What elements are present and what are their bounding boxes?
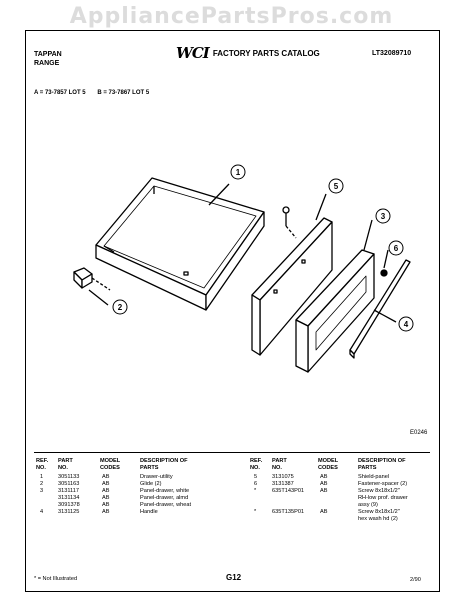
cell-desc: Glide (2) — [140, 481, 162, 487]
watermark: AppliancePartsPros.com — [69, 4, 394, 29]
svg-text:6: 6 — [393, 244, 399, 253]
cell-part: 3131117 — [58, 488, 79, 494]
cell-ref: 6 — [254, 481, 258, 487]
cell-part: 3051163 — [58, 481, 80, 487]
wci-logo: WCI — [176, 44, 209, 62]
callout-4 — [399, 317, 413, 331]
glide-part — [74, 268, 110, 290]
svg-text:4: 4 — [403, 320, 409, 329]
cell-desc: RH-low prof. drawer — [358, 495, 408, 501]
cell-part: 3131134 — [58, 495, 80, 501]
cell-desc: Screw 8x18x1/2" — [358, 509, 400, 515]
cell-model: AB — [320, 474, 328, 480]
cell-model: AB — [102, 481, 110, 487]
catalog-number: LT32089710 — [372, 50, 412, 57]
parts-table-left — [34, 458, 234, 558]
lot-a: A = 73-7857 LOT 5 — [34, 90, 86, 96]
cell-desc: Drawer-utility — [140, 474, 173, 480]
table-top-rule — [34, 452, 430, 453]
cell-desc: Panel-drawer, wheat — [140, 502, 191, 508]
drawer-part — [96, 178, 264, 310]
cell-desc: Panel-drawer, white — [140, 488, 190, 494]
cell-ref: * — [254, 488, 257, 494]
callout-5 — [329, 179, 343, 193]
cell-ref: 5 — [254, 474, 258, 480]
cell-model: AB — [102, 474, 110, 480]
product-type: RANGE — [34, 60, 60, 67]
figure-id: E0246 — [410, 430, 428, 436]
col-ref: REF. NO. — [250, 458, 263, 471]
cell-ref: 2 — [40, 481, 44, 487]
cell-model: AB — [320, 488, 328, 494]
exploded-diagram — [34, 150, 434, 450]
col-ref: REF. NO. — [36, 458, 49, 471]
cell-ref: 3 — [40, 488, 44, 494]
cell-model: AB — [102, 495, 110, 501]
cell-desc: Fastener-spacer (2) — [358, 481, 408, 487]
brand-name: TAPPAN — [34, 51, 62, 58]
svg-text:3: 3 — [380, 212, 386, 221]
svg-text:2: 2 — [117, 303, 123, 312]
cell-ref: 4 — [40, 509, 44, 515]
cell-part: 3091378 — [58, 502, 80, 508]
cell-desc: Shield-panel — [358, 474, 390, 480]
cell-ref: 1 — [40, 474, 44, 480]
page-number: G12 — [226, 573, 242, 582]
parts-table-right — [250, 458, 435, 558]
cell-desc: Handle — [140, 509, 158, 515]
fastener-part — [381, 270, 387, 276]
cell-model: AB — [102, 488, 110, 494]
cell-model: AB — [320, 481, 328, 487]
not-illustrated-note: * = Not Illustrated — [34, 576, 78, 582]
cell-desc: Screw 8x18x1/2" — [358, 488, 400, 494]
cell-part: 3131125 — [58, 509, 80, 515]
header-brand — [34, 50, 62, 68]
screw-part — [283, 207, 296, 238]
callout-1 — [231, 165, 245, 179]
col-desc: DESCRIPTION OF PARTS — [140, 458, 188, 471]
cell-desc: Panel-drawer, almd — [140, 495, 189, 501]
lot-legend — [34, 90, 159, 96]
cell-model: AB — [102, 502, 110, 508]
col-model: MODEL CODES — [100, 458, 121, 471]
cell-part: 3051133 — [58, 474, 80, 480]
cell-part: 3131075 — [272, 474, 294, 480]
header-title — [176, 44, 320, 62]
cell-part: 635T143P01 — [272, 488, 305, 494]
svg-text:5: 5 — [333, 182, 339, 191]
svg-text:1: 1 — [235, 168, 241, 177]
cell-model: AB — [320, 509, 328, 515]
callout-6 — [389, 241, 403, 255]
cell-desc: assy (9) — [358, 502, 378, 508]
cell-part: 635T135P01 — [272, 509, 305, 515]
cell-part: 3131387 — [272, 481, 294, 487]
col-part: PART NO. — [58, 458, 73, 471]
cell-model: AB — [102, 509, 110, 515]
col-part: PART NO. — [272, 458, 287, 471]
callout-2 — [113, 300, 127, 314]
print-date: 2/90 — [410, 577, 421, 583]
callout-3 — [376, 209, 390, 223]
cell-desc: hex wash hd (2) — [358, 516, 398, 522]
cell-ref: * — [254, 509, 257, 515]
col-model: MODEL CODES — [318, 458, 339, 471]
col-desc: DESCRIPTION OF PARTS — [358, 458, 406, 471]
lot-b: B = 73-7867 LOT 5 — [97, 90, 150, 96]
catalog-title: FACTORY PARTS CATALOG — [212, 48, 320, 58]
